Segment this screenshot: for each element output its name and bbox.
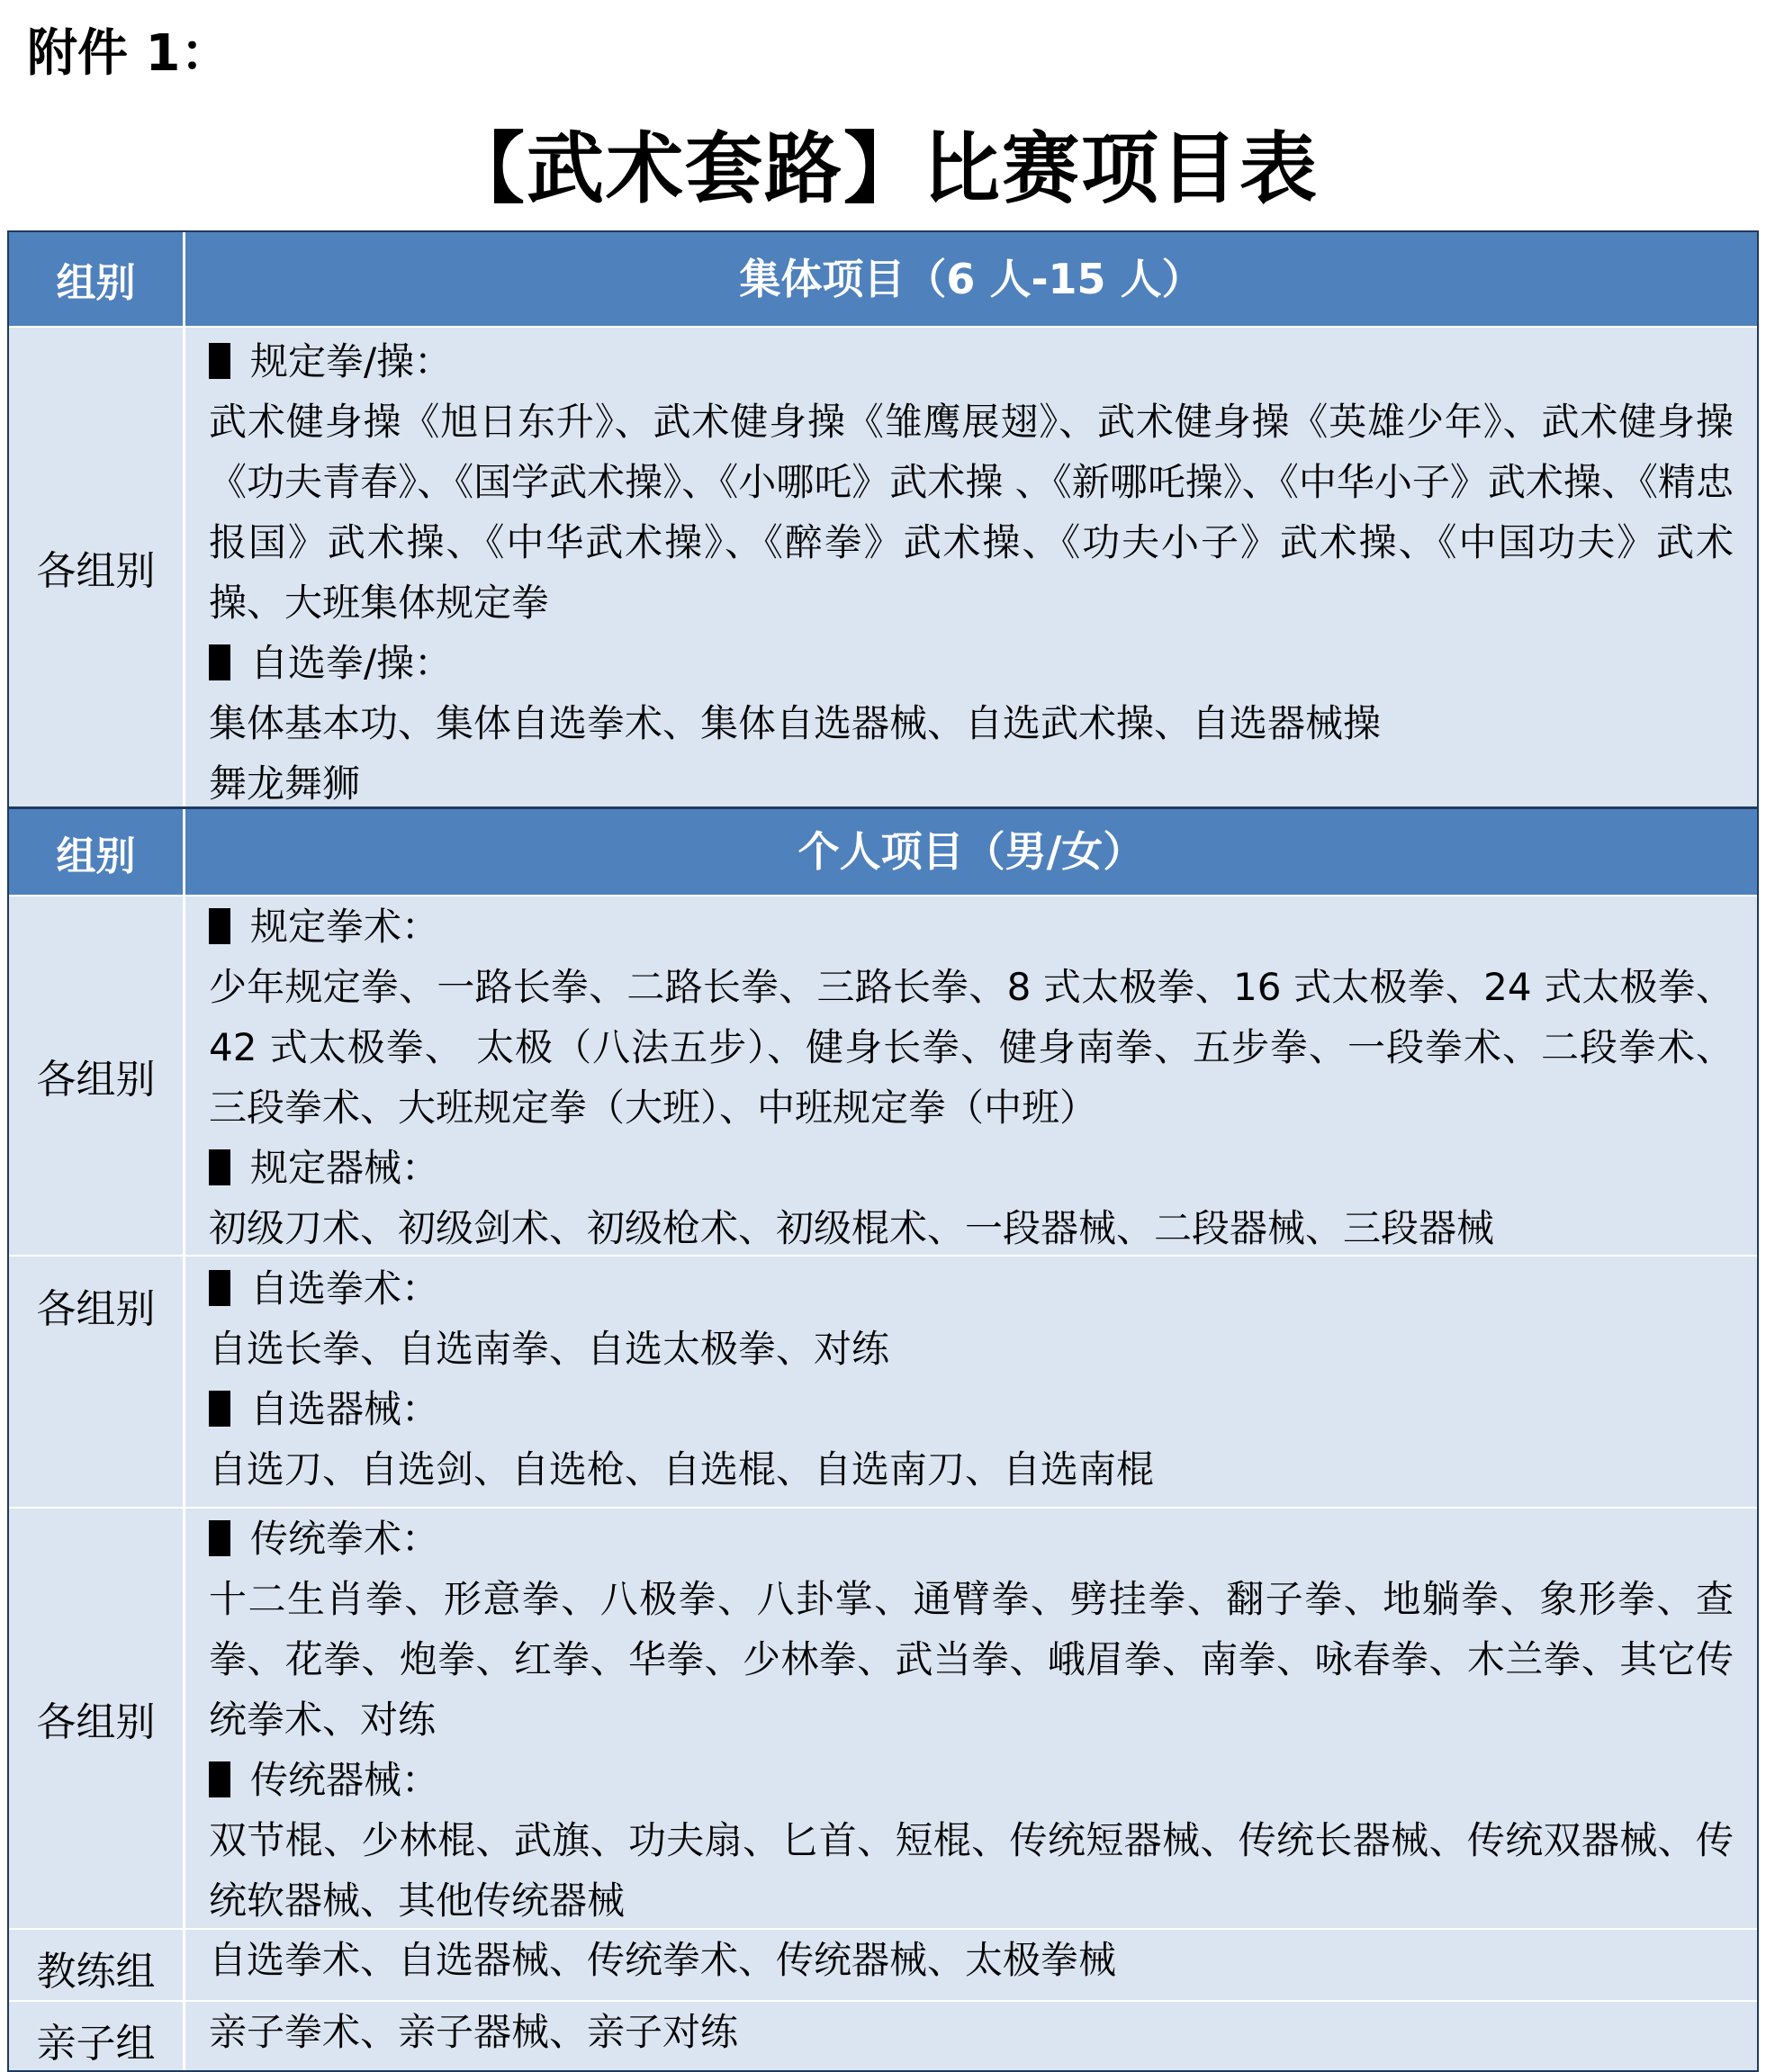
- square-bullet-icon: [209, 343, 230, 379]
- square-bullet-icon: [209, 908, 230, 944]
- individual-events-header-row: [9, 806, 1757, 895]
- row-group-label: 教练组: [9, 1930, 185, 2000]
- row-group-label: 亲子组: [9, 2002, 185, 2070]
- block-items-extra: 舞龙舞狮: [209, 761, 361, 806]
- group-column-header: 组别: [9, 809, 185, 895]
- block-items: 自选拳术、自选器械、传统拳术、传统器械、太极拳械: [209, 1938, 1117, 1982]
- block-items: 自选长拳、自选南拳、自选太极拳、对练: [209, 1327, 890, 1371]
- square-bullet-icon: [209, 644, 230, 680]
- attachment-label: 附件 1：: [27, 24, 231, 83]
- individual-prescribed-row: [9, 895, 1757, 1255]
- block-items: 集体基本功、集体自选拳术、集体自选器械、自选武术操、自选器械操: [209, 701, 1382, 745]
- block-heading: 传统拳术：: [209, 1509, 1734, 1569]
- block-items: 少年规定拳、一路长拳、二路长拳、三路长拳、8 式太极拳、16 式太极拳、24 式太极拳、42 式太极拳、 太极（八法五步）、健身长拳、健身南拳、五步拳、一段拳术、二段拳术、三段拳术、大班规定拳（大班）、中班规定拳（中班）: [209, 965, 1734, 1130]
- parent-child-group-row: [9, 2000, 1757, 2070]
- group-events-header-row: [9, 232, 1757, 326]
- coach-group-row: [9, 1928, 1757, 2000]
- events-table: [7, 230, 1759, 2072]
- square-bullet-icon: [209, 1761, 230, 1797]
- block-heading: 自选拳术：: [209, 1258, 1734, 1319]
- block-items: 十二生肖拳、形意拳、八极拳、八卦掌、通臂拳、劈挂拳、翻子拳、地躺拳、象形拳、查拳、花拳、炮拳、红拳、华拳、少林拳、武当拳、峨眉拳、南拳、咏春拳、木兰拳、其它传统拳术、对练: [209, 1577, 1734, 1742]
- block-heading: 规定拳术：: [209, 896, 1734, 957]
- row-group-label: 各组别: [9, 328, 185, 806]
- individual-traditional-row: [9, 1507, 1757, 1928]
- block-heading: 自选器械：: [209, 1379, 1734, 1439]
- square-bullet-icon: [209, 1520, 230, 1556]
- group-column-header: 组别: [9, 232, 185, 326]
- block-heading: 规定拳/操：: [209, 331, 1734, 392]
- block-heading: 规定器械：: [209, 1138, 1734, 1198]
- block-items: 初级刀术、初级剑术、初级枪术、初级棍术、一段器械、二段器械、三段器械: [209, 1206, 1495, 1250]
- row-group-label: 各组别: [9, 1509, 185, 1928]
- group-events-row: [9, 326, 1757, 806]
- individual-events-header: 个人项目（男/女）: [797, 827, 1145, 876]
- row-group-label: 各组别: [9, 1257, 185, 1507]
- individual-optional-row: [9, 1255, 1757, 1507]
- block-items: 自选刀、自选剑、自选枪、自选棍、自选南刀、自选南棍: [209, 1447, 1155, 1491]
- page-title: 【武术套路】比赛项目表: [447, 124, 1319, 214]
- block-items: 武术健身操《旭日东升》、武术健身操《雏鹰展翅》、武术健身操《英雄少年》、武术健身操《功夫青春》、《国学武术操》、《小哪吒》武术操 、《新哪吒操》、《中华小子》武术操、《精忠报国》武术操、《中华武术操》、《醉拳》武术操、《功夫小子》武术操、《中国功夫》武术操、大班集体规定拳: [209, 400, 1734, 625]
- group-events-header: 集体项目（6 人-15 人）: [739, 254, 1203, 303]
- block-items: 亲子拳术、亲子器械、亲子对练: [209, 2010, 739, 2054]
- square-bullet-icon: [209, 1270, 230, 1306]
- block-heading: 自选拳/操：: [209, 633, 1734, 693]
- row-group-label: 各组别: [9, 896, 185, 1255]
- square-bullet-icon: [209, 1149, 230, 1185]
- block-heading: 传统器械：: [209, 1750, 1734, 1810]
- block-items: 双节棍、少林棍、武旗、功夫扇、匕首、短棍、传统短器械、传统长器械、传统双器械、传统软器械、其他传统器械: [209, 1818, 1734, 1923]
- square-bullet-icon: [209, 1391, 230, 1427]
